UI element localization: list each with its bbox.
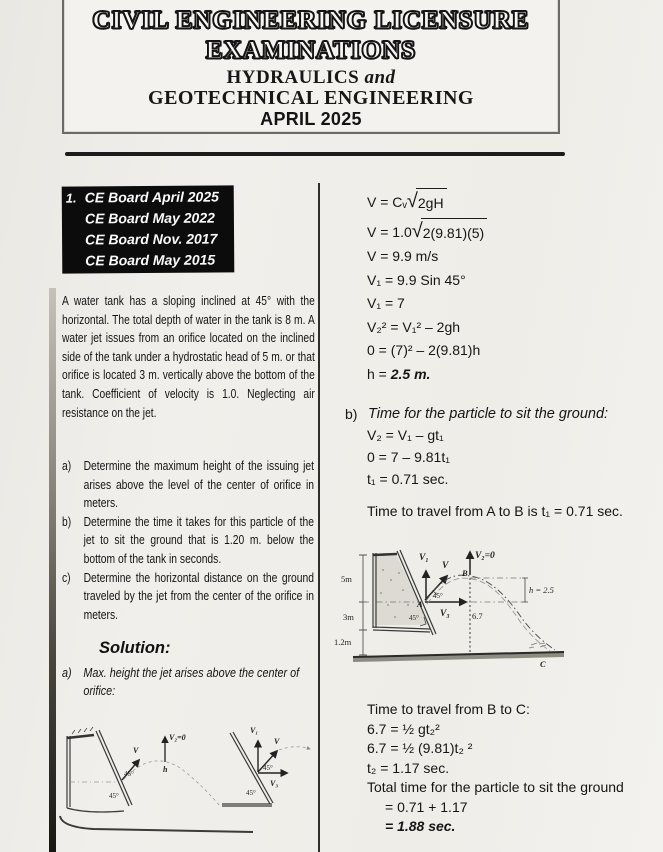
board-exam-ref-4: CE Board May 2015 — [85, 251, 216, 269]
equation-line: V = 9.9 m/s — [367, 248, 439, 264]
column-divider-line — [318, 183, 320, 852]
main-v1-label: V₁ — [419, 553, 429, 563]
small-v3-label: V₃ — [270, 779, 279, 788]
board-exam-ref-1: CE Board April 2025 — [84, 188, 219, 206]
main-ground — [353, 652, 564, 662]
dim-3m-label: 3m — [343, 612, 354, 622]
part-c-caption: Time to travel from B to C: — [367, 701, 530, 717]
small-jet-vectors — [109, 733, 220, 806]
board-exam-row — [62, 249, 234, 271]
main-point-b-label: B — [462, 568, 468, 578]
main-labels — [409, 551, 554, 669]
main-v-label: V — [442, 561, 449, 571]
equation-line: 6.7 = ½ (9.81)t₂ ² — [367, 740, 473, 756]
equation-line: V = Cᵥ √ 2gH — [367, 188, 487, 212]
small-angle-jet2-label: 45° — [263, 764, 273, 772]
header-divider-rule — [65, 152, 565, 156]
equation-line: V = 1.0 √ 2(9.81)(5) — [367, 218, 487, 242]
solution-sketch-small — [48, 722, 316, 848]
small-angle-jet-label: 45° — [124, 770, 134, 778]
small-v-label: V — [133, 746, 139, 755]
small-ground-line — [60, 816, 253, 832]
question-a — [62, 457, 314, 513]
equation-line: V₁ = 7 — [367, 295, 405, 311]
main-angle-jet-label: 45° — [433, 592, 443, 600]
total-time-label: Total time for the particle to sit the ground — [367, 779, 624, 795]
equation-line: V₂ = V₁ – gt₁ — [367, 427, 444, 443]
subject-conjunction: and — [364, 67, 396, 88]
dim-1-2m-label: 1.2m — [334, 637, 352, 647]
question-list — [62, 457, 314, 624]
answer-part-a: 2.5 m. — [390, 365, 431, 382]
exam-date: APRIL 2025 — [260, 109, 362, 129]
small-angle-wall-label: 45° — [109, 792, 119, 800]
main-height-label: h = 2.5 — [529, 585, 554, 595]
exam-header-box — [62, 0, 560, 134]
equation-line: 0 = 7 – 9.81t₁ — [367, 449, 450, 465]
equation-line: V₂² = V₁² – 2gh — [367, 318, 461, 335]
total-time-answer: = 1.88 sec. — [385, 818, 456, 834]
question-c-marker: c) — [62, 569, 71, 585]
solution-part-a-caption — [62, 664, 316, 700]
board-exam-row — [62, 186, 234, 208]
part-b-heading — [345, 406, 608, 422]
dim-5m-label: 5m — [341, 574, 352, 584]
problem-number: 1. — [65, 190, 77, 206]
main-angle-wall-label: 45° — [409, 614, 419, 622]
question-c — [62, 569, 314, 625]
question-b-text: Determine the time it takes for this particle of the jet to sit the ground that is 1.20 m. below the bottom of the tank in seconds. — [83, 513, 314, 566]
part-b-caption: Time for the particle to sit the ground: — [368, 406, 609, 422]
solution-diagram-main — [333, 545, 663, 695]
small-v1-label: V₁ — [250, 726, 259, 735]
main-v2-label: V₂=0 — [475, 551, 495, 561]
small-h-label: h — [163, 765, 168, 774]
main-point-c-label: C — [540, 659, 546, 669]
part-a-caption-text: Max. height the jet arises above the center of orifice: — [83, 665, 300, 698]
small-v2-label: V₂=0 — [169, 733, 186, 742]
small-v-right-label: V — [274, 737, 280, 746]
radical-sign: √ — [411, 220, 423, 242]
equation-line: t₁ = 0.71 sec. — [367, 471, 449, 487]
board-exam-row — [62, 207, 234, 229]
small-angle-wall2-label: 45° — [246, 789, 256, 797]
main-v3-label: V₃ — [440, 609, 450, 619]
small-tank-outline — [67, 727, 132, 812]
time-a-to-b-note: Time to travel from A to B is t₁ = 0.71 sec. — [367, 503, 623, 519]
equation-line: 6.7 = ½ gt₂² — [367, 720, 440, 737]
question-c-text: Determine the horizontal distance on the ground traveled by the jet from the center of the orifice in meters. — [83, 569, 314, 622]
subject-main: HYDRAULICS — [226, 67, 360, 88]
equation-result-line: h = 2.5 m. — [367, 365, 431, 382]
exam-subject-line1 — [64, 68, 558, 88]
exam-subject-line2: GEOTECHNICAL ENGINEERING — [148, 87, 474, 109]
main-drop-label: 6.7 — [472, 611, 483, 621]
total-time-equation: = 0.71 + 1.17 — [385, 798, 468, 815]
radical-sign: √ — [406, 190, 418, 212]
board-exam-box — [62, 185, 235, 273]
solution-part-b — [345, 406, 608, 493]
part-b-marker: b) — [345, 406, 358, 422]
equation-line: V₁ = 9.9 Sin 45° — [367, 271, 466, 288]
board-exam-row — [62, 228, 234, 250]
small-incline-detail — [222, 726, 310, 806]
solution-part-c — [367, 700, 624, 837]
question-b — [62, 513, 314, 569]
equation-line: t₂ = 1.17 sec. — [367, 759, 450, 776]
question-b-marker: b) — [62, 513, 72, 529]
problem-statement: A water tank has a sloping inclined at 45° with the horizontal. The total depth of water in the tank is 8 m. A water jet issues from an orifice located on the inclined side of the tank under a hydrostatic head of 5 m. or that orifice is located 3 m. vertically above the bottom of the tank. Coefficient of velocity is 1.0. Neglecting air resistance on the jet. — [62, 293, 315, 420]
board-exam-ref-2: CE Board May 2022 — [84, 209, 215, 227]
equations-part-a — [367, 188, 487, 389]
part-a-marker: a) — [62, 665, 72, 680]
question-a-marker: a) — [62, 458, 72, 473]
equation-line: 0 = (7)² – 2(9.81)h — [367, 342, 481, 358]
board-exam-ref-3: CE Board Nov. 2017 — [85, 230, 218, 248]
question-a-text: Determine the maximum height of the issuing jet arises above the level of the center of orifice in meters. — [83, 458, 314, 511]
solution-heading: Solution: — [99, 639, 171, 657]
main-point-a-label: A — [417, 599, 423, 609]
exam-title-line2: EXAMINATIONS — [205, 37, 417, 64]
main-dimension-lines — [334, 555, 367, 655]
exam-title-line1: CIVIL ENGINEERING LICENSURE — [92, 7, 530, 34]
